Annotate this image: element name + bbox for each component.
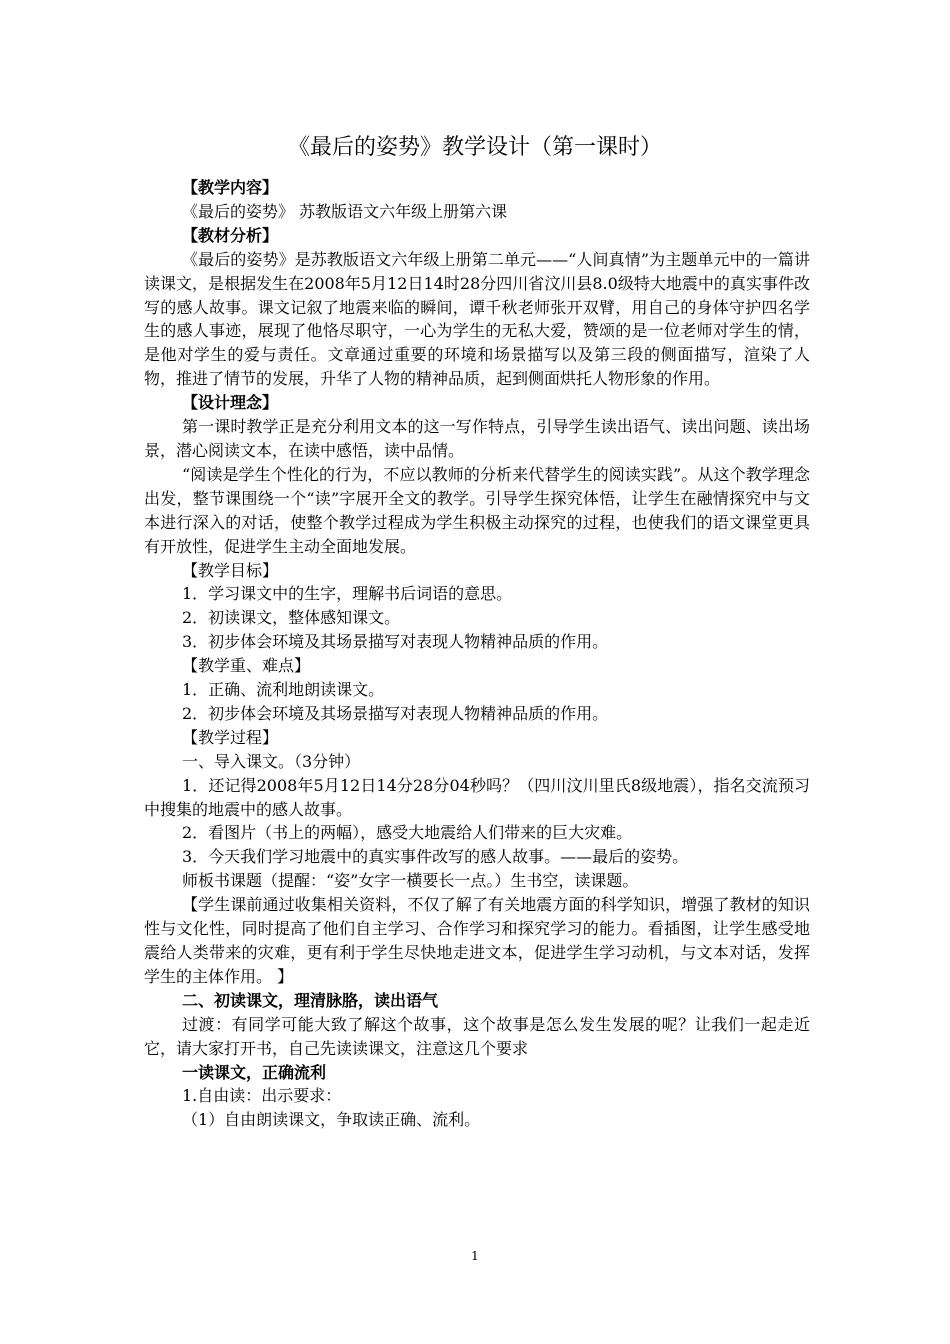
heading-teaching-content: 【教学内容】: [182, 178, 279, 197]
heading-material-analysis: 【教材分析】: [182, 225, 279, 245]
heading-teaching-process: 【教学过程】: [182, 727, 279, 747]
heading-teaching-goals: 【教学目标】: [182, 560, 279, 580]
list-item-goal: 3．初步体会环境及其场景描写对表现人物精神品质的作用。: [182, 632, 609, 652]
document-body: [144, 176, 810, 1132]
heading-key-difficult-points: 【教学重、难点】: [182, 656, 311, 676]
list-item-step: 3．今天我们学习地震中的真实事件改写的感人故事。——最后的姿势。: [182, 847, 689, 867]
section-2-requirement: （1）自由朗读课文，争取读正确、流利。: [182, 1110, 481, 1130]
list-item-key-point: 2．初步体会环境及其场景描写对表现人物精神品质的作用。: [182, 703, 609, 723]
paragraph-design-concept-1: 第一课时教学正是充分利用文本的这一写作特点，引导学生读出语气、读出问题、读出场景，潜心阅读文本，在读中感悟，读中品情。: [144, 417, 810, 460]
section-1-note: 【学生课前通过收集相关资料，不仅了解了有关地震方面的科学知识，增强了教材的知识性与文化性，同时提高了他们自主学习、合作学习和探究学习的能力。看插图，让学生感受地震给人类带来的灾难，更有利于学生尽快地走进文本，促进学生学习动机，与文本对话，发挥学生的主体作用。 】: [144, 895, 810, 986]
list-item-goal: 1．学习课文中的生字，理解书后词语的意思。: [182, 584, 513, 604]
heading-design-concept: 【设计理念】: [182, 393, 279, 413]
list-item-goal: 2．初读课文，整体感知课文。: [182, 608, 401, 628]
page-number: 1: [471, 1249, 479, 1263]
document-title: 《最后的姿势》教学设计（第一课时）: [287, 135, 662, 160]
list-item-key-point: 1．正确、流利地朗读课文。: [182, 680, 385, 700]
section-2-title: 二、初读课文，理清脉胳，读出语气: [182, 990, 439, 1010]
section-1-title: 一、导入课文。（3分钟）: [182, 751, 361, 771]
list-item-step: 2．看图片（书上的两幅），感受大地震给人们带来的巨大灾难。: [182, 823, 633, 843]
list-item-step: 师板书课题（提醒：“姿”女字一横要长一点。）生书空，读课题。: [182, 871, 639, 891]
paragraph-material-analysis: 《最后的姿势》是苏教版语文六年级上册第二单元——“人间真情”为主题单元中的一篇讲读课文，是根据发生在2008年5月12日14时28分四川省汶川县8.0级特大地震中的真实事件改写的感人故事。课文记叙了地震来临的瞬间，谭千秋老师张开双臂，用自己的身体守护四名学生的感人事迹，展现了他恪尽职守，一心为学生的无私大爱，赞颂的是一位老师对学生的情，是他对学生的爱与责任。文章通过重要的环境和场景描写以及第三段的侧面描写，渲染了人物，推进了情节的发展，升华了人物的精神品质，起到侧面烘托人物形象的作用。: [144, 249, 810, 389]
list-item-step: 1．还记得2008年5月12日14分28分04秒吗？（四川汶川里氏8级地震），指名交流预习中搜集的地震中的感人故事。: [144, 775, 810, 819]
paragraph-teaching-content: 《最后的姿势》 苏教版语文六年级上册第六课: [182, 201, 508, 221]
paragraph-design-concept-2: “阅读是学生个性化的行为，不应以教师的分析来代替学生的阅读实践”。从这个教学理念出发，整节课围绕一个“读”字展开全文的教学。引导学生探究体悟，让学生在融情探究中与文本进行深入的对话，使整个教学过程成为学生积极主动探究的过程，也使我们的语文课堂更具有开放性，促进学生主动全面地发展。: [144, 464, 810, 556]
section-2-step: 1.自由读：出示要求：: [182, 1086, 342, 1106]
section-2-subheading: 一读课文，正确流利: [182, 1062, 327, 1082]
section-2-transition: 过渡：有同学可能大致了解这个故事，这个故事是怎么发生发展的呢？让我们一起走近它，请大家打开书，自己先读读课文，注意这几个要求: [144, 1014, 810, 1058]
